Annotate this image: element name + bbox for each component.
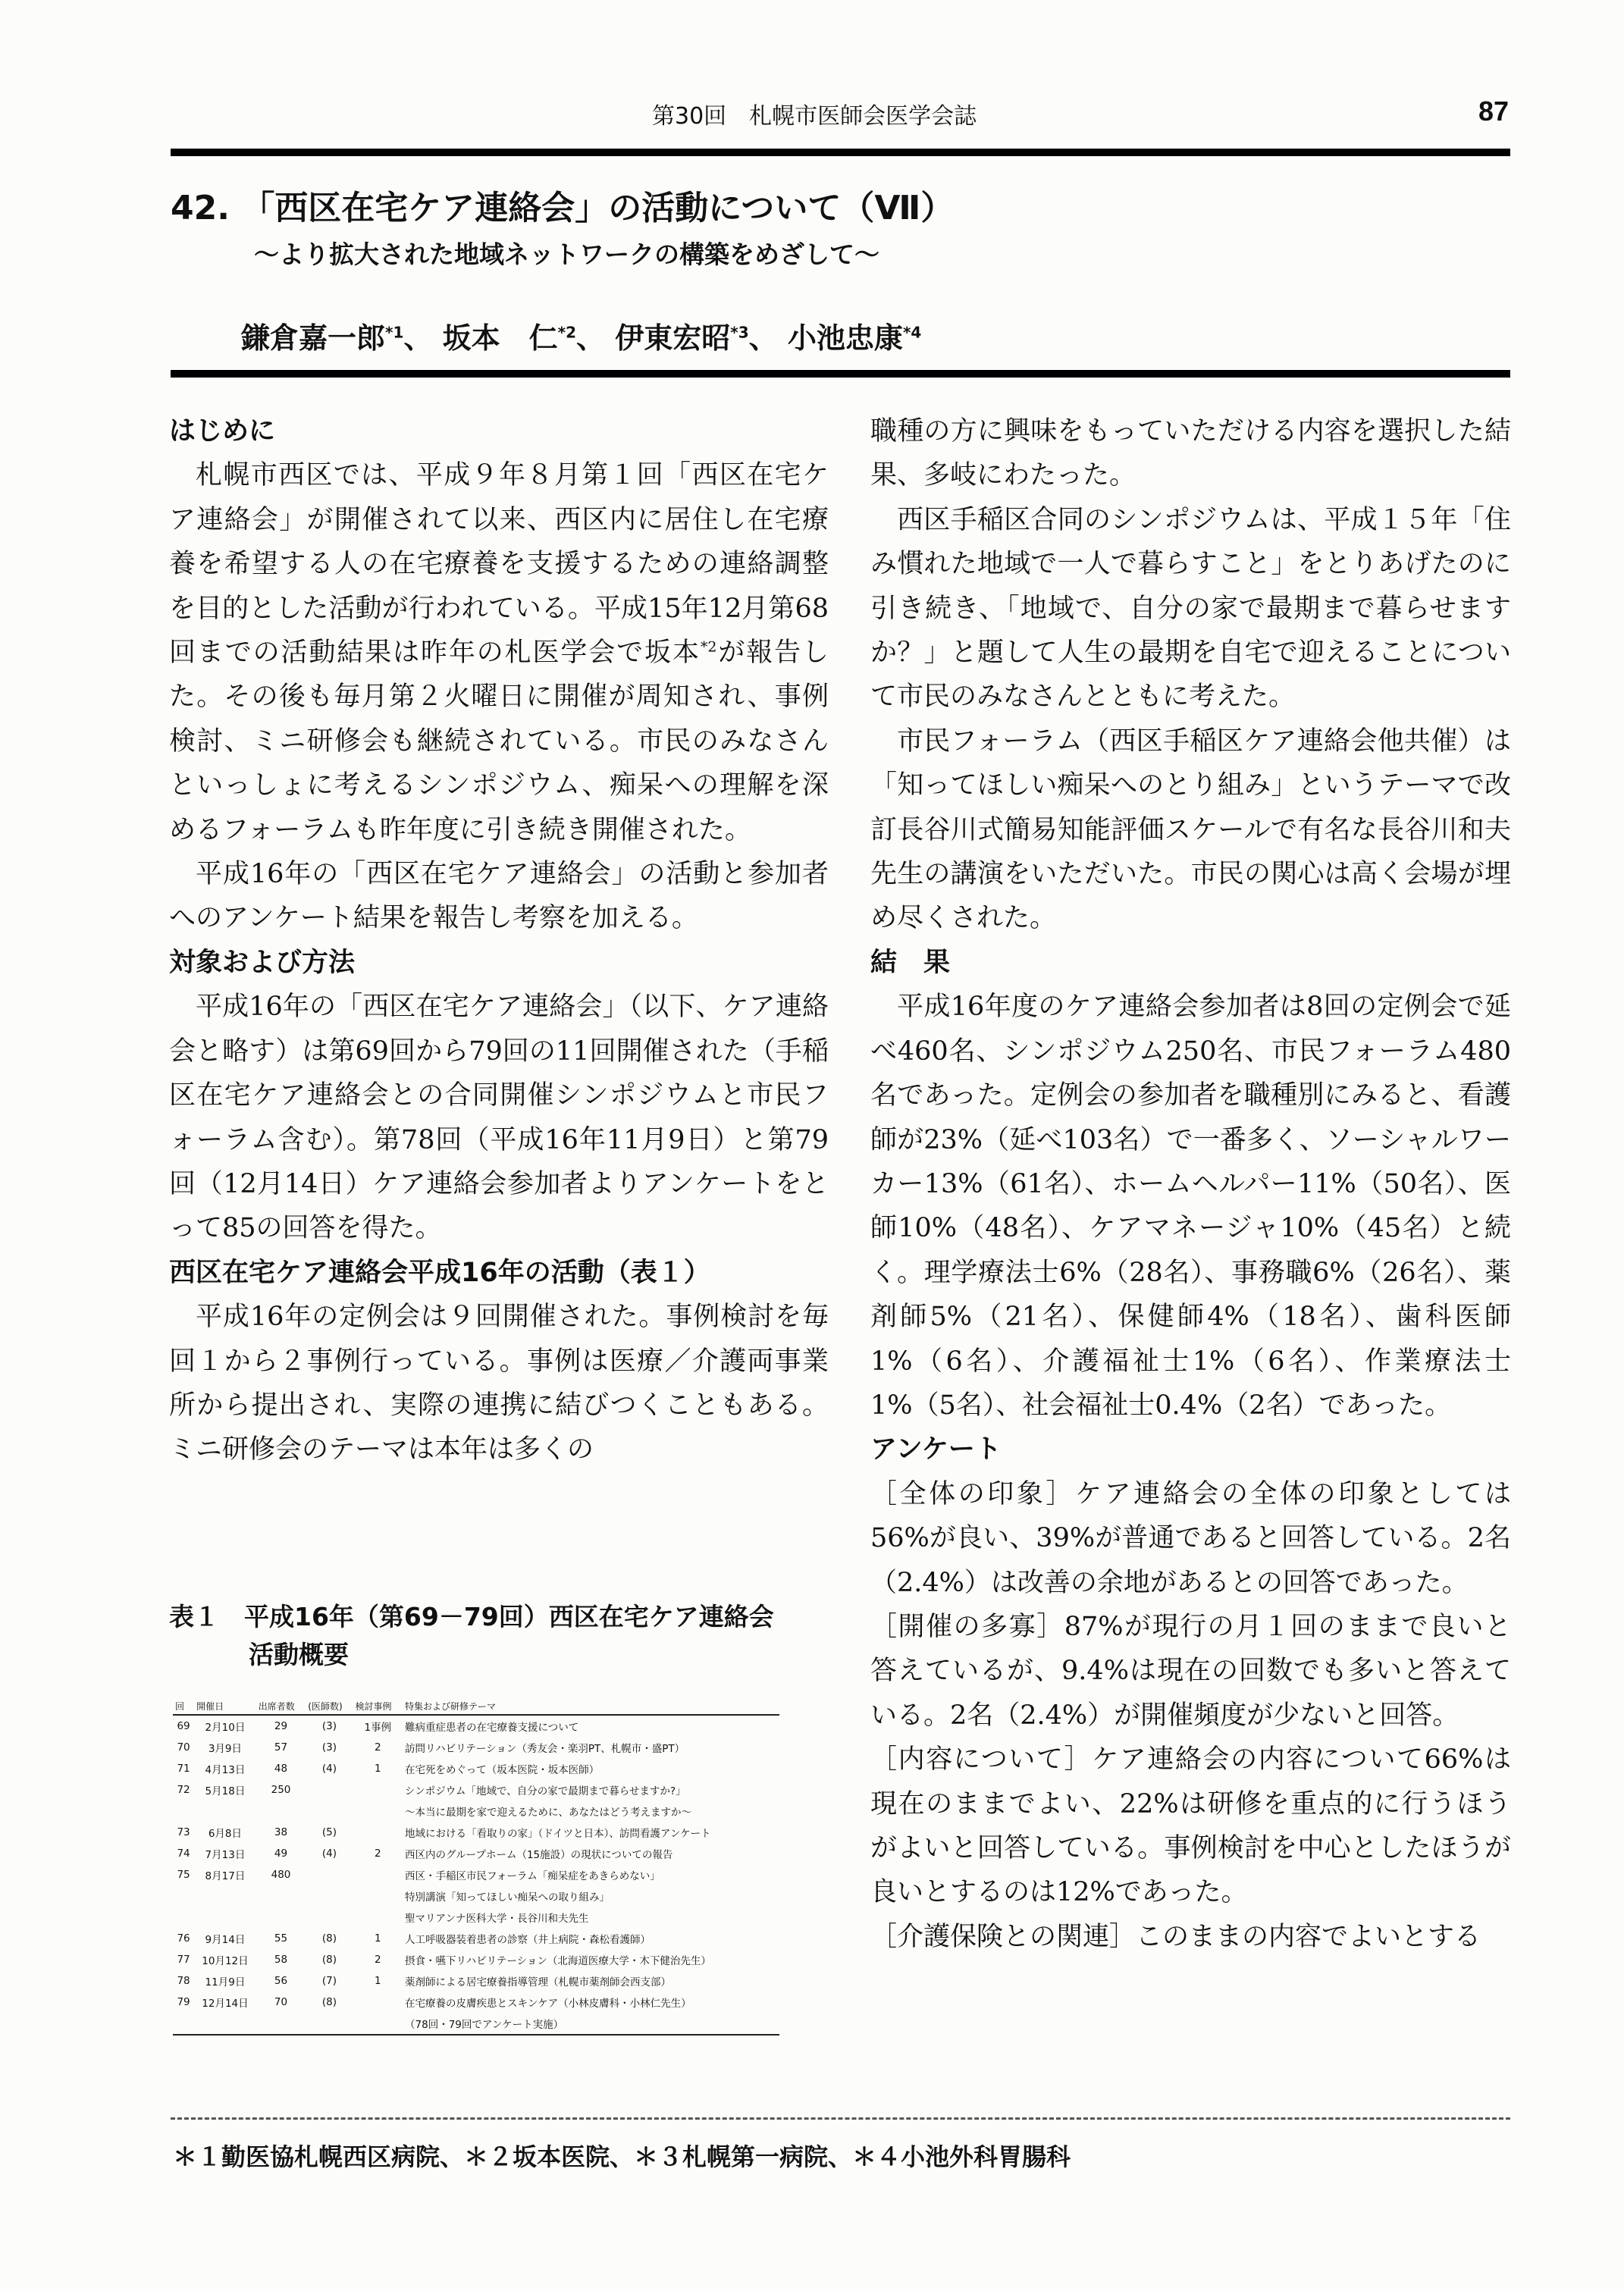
author-separator: 、 <box>403 321 433 355</box>
table-cell-dr <box>306 2013 353 2035</box>
intro-paragraph-1: 札幌市西区では、平成９年８月第１回「西区在宅ケア連絡会」が開催されて以来、西区内に居住し在宅療養を希望する人の在宅療養を支援するための連絡調整を目的とした活動が行われている。平成15年12月第68回までの活動結果は昨年の札医学会で坂本$^{*2}$が報告した。その後も毎月第２火曜日に開催が周知され、事例検討、ミニ研修会も継続されている。市民のみなさんといっしょに考えるシンポジウム、痴呆への理解を深めるフォーラムも昨年度に引き続き開催された。 <box>169 460 829 845</box>
table-cell-dr <box>306 1864 353 1885</box>
table-cell-att: 49 <box>274 1848 288 1860</box>
table-cell-date: 9月14日 <box>205 1934 246 1946</box>
right-column <box>870 409 1511 1959</box>
col-header: 開催日 <box>194 1698 256 1715</box>
table-cell-date: 3月9日 <box>208 1743 243 1755</box>
citation-sup: *2 <box>700 638 717 656</box>
col-header: 回 <box>173 1698 194 1715</box>
table-cell-att: 70 <box>274 1996 288 2008</box>
table-cell-cases <box>353 1864 403 1885</box>
table-cell-dr: (4) <box>321 1848 337 1860</box>
table-cell-dr: (7) <box>321 1975 337 1987</box>
table-cell-cases: 1 <box>374 1932 381 1945</box>
methods-paragraph: 平成16年の「西区在宅ケア連絡会」（以下、ケア連絡会と略す）は第69回から79回の11回開催された（手稲区在宅ケア連絡会との合同開催シンポジウムと市民フォーラム含む）。第78回（平成16年11月9日）と第79回（12月14日）ケア連絡会参加者よりアンケートをとって85の回答を得た。 <box>169 992 829 1244</box>
table-cell-theme: 難病重症患者の在宅療養支援について <box>405 1722 579 1734</box>
table-cell-no: 76 <box>177 1932 190 1945</box>
table-cell-cases: 1事例 <box>364 1722 392 1734</box>
table-cell-att: 480 <box>271 1869 291 1881</box>
survey-content: ［内容について］ケア連絡会の内容について66%は現在のままでよい、22%は研修を重点的に行うほうがよいと回答している。事例検討を中心としたほうが良いとするのは12%であった。 <box>870 1744 1511 1908</box>
table-cell-cases: 2 <box>374 1848 381 1860</box>
table-cell-dr: (8) <box>321 1996 337 2008</box>
author-name: 鎌倉嘉一郎 <box>241 321 386 355</box>
table-cell-theme: 特別講演「知ってほしい痴呆への取り組み」 <box>405 1891 610 1904</box>
table-cell-att: 38 <box>274 1826 288 1838</box>
section-heading-methods: 対象および方法 <box>169 947 356 978</box>
table-cell-theme: シンポジウム「地域で、自分の家で最期まで暮らせますか?」 <box>405 1785 686 1797</box>
table-cell-cases <box>353 1822 403 1843</box>
affiliation-mark: *4 <box>902 323 922 342</box>
table-cell-att: 57 <box>274 1741 288 1754</box>
table-cell-date: 2月10日 <box>205 1722 246 1734</box>
table-cell-date <box>194 2013 256 2035</box>
table-cell-dr: (8) <box>321 1954 337 1966</box>
table-caption-line: 活動概要 <box>249 1640 349 1669</box>
table-cell-theme: 訪問リハビリテーション（秀友会・楽羽PT、札幌市・盛PT） <box>405 1743 685 1755</box>
table-cell-dr: (5) <box>321 1826 337 1838</box>
table-row <box>173 1992 779 2013</box>
table-row <box>173 1907 779 1928</box>
table-cell-date: 10月12日 <box>202 1955 249 1967</box>
table-cell-date <box>194 1907 256 1928</box>
left-column <box>169 409 829 1472</box>
table-cell-cases: 2 <box>374 1954 381 1966</box>
table-caption <box>169 1598 774 1674</box>
table-cell-theme: 人工呼吸器装着患者の診察（井上病院・森松看護師） <box>405 1934 651 1946</box>
table-cell-theme: 地域における「看取りの家」（ドイツと日本）、訪問看護アンケート <box>405 1828 711 1840</box>
intro-paragraph-2: 平成16年の「西区在宅ケア連絡会」の活動と参加者へのアンケート結果を報告し考察を加える。 <box>169 859 829 934</box>
author-list <box>241 315 921 356</box>
table-cell-no: 72 <box>177 1784 190 1796</box>
author-separator: 、 <box>748 321 778 355</box>
symposium-paragraph: 西区手稲区合同のシンポジウムは、平成１５年「住み慣れた地域で一人で暮らすこと」をとりあげたのに引き続き、「地域で、自分の家で最期まで暮らせますか？」と題して人生の最期を自宅で迎えることについて市民のみなさんとともに考えた。 <box>870 504 1511 713</box>
section-heading-intro: はじめに <box>169 416 276 447</box>
table-cell-no <box>173 1801 194 1822</box>
forum-paragraph: 市民フォーラム（西区手稲区ケア連絡会他共催）は「知ってほしい痴呆へのとり組み」というテーマで改訂長谷川式簡易知能評価スケールで有名な長谷川和夫先生の講演をいただいた。市民の関心は高く会場が埋め尽くされた。 <box>870 726 1511 934</box>
table-cell-att: 55 <box>274 1932 288 1945</box>
table-row <box>173 1715 779 1737</box>
table-row <box>173 1737 779 1758</box>
results-paragraph: 平成16年度のケア連絡会参加者は8回の定例会で延べ460名、シンポジウム250名、市民フォーラム480名であった。定例会の参加者を職種別にみると、看護師が23%（延べ103名）で一番多く、ソーシャルワーカー13%（61名）、ホームヘルパー11%（50名）、医師10%（48名）、ケアマネージャ10%（45名）と続く。理学療法士6%（28名）、事務職6%（26名）、薬剤師5%（21名）、保健師4%（18名）、歯科医師1%（6名）、介護福祉士1%（6名）、作業療法士1%（5名）、社会福祉士0.4%（2名）であった。 <box>870 992 1511 1421</box>
table-row <box>173 1864 779 1885</box>
author-name: 小池忠康 <box>787 321 903 355</box>
survey-frequency: ［開催の多寡］87%が現行の月１回のままで良いと答えているが、9.4%は現在の回数でも多いと答えている。2名（2.4%）が開催頻度が少ないと回答。 <box>870 1611 1511 1731</box>
table-cell-att <box>256 1907 306 1928</box>
affiliation-mark: *2 <box>557 323 577 342</box>
author-name: 坂本 仁 <box>442 321 558 355</box>
table-cell-cases <box>353 1992 403 2013</box>
table-cell-date <box>194 1885 256 1907</box>
table-cell-no: 73 <box>177 1826 190 1838</box>
table-cell-dr <box>306 1885 353 1907</box>
section-heading-activity: 西区在宅ケア連絡会平成16年の活動（表１） <box>169 1257 710 1288</box>
article-subtitle: ～より拡大された地域ネットワークの構築をめざして～ <box>254 240 879 269</box>
table-row <box>173 1928 779 1949</box>
table-row <box>173 2013 779 2035</box>
table-row <box>173 1758 779 1779</box>
col-header: 出席者数 <box>256 1698 306 1715</box>
table-row <box>173 1970 779 1992</box>
table-cell-cases: 1 <box>374 1975 381 1987</box>
page-number: 87 <box>1478 96 1510 127</box>
table-cell-no <box>173 1885 194 1907</box>
table-cell-dr: (4) <box>321 1763 337 1775</box>
table-cell-theme: 西区内のグループホーム（15施設）の現状についての報告 <box>405 1849 673 1861</box>
activity-paragraph: 平成16年の定例会は９回開催された。事例検討を毎回１から２事例行っている。事例は医療／介護両事業所から提出され、実際の連携に結びつくこともある。ミニ研修会のテーマは本年は多くの <box>169 1302 829 1465</box>
table-cell-att: 250 <box>271 1784 291 1796</box>
table-cell-att: 48 <box>274 1763 288 1775</box>
table-cell-no: 70 <box>177 1741 190 1754</box>
table-cell-no: 71 <box>177 1763 190 1775</box>
affiliation-mark: *3 <box>730 323 749 342</box>
table-header-row <box>173 1698 779 1715</box>
table-cell-cases: 1 <box>374 1763 381 1775</box>
title-rule <box>171 370 1510 378</box>
table-cell-att: 56 <box>274 1975 288 1987</box>
survey-impression: ［全体の印象］ケア連絡会の全体の印象としては56%が良い、39%が普通であると回答している。2名（2.4%）は改善の余地があるとの回答であった。 <box>870 1478 1511 1598</box>
table-cell-theme: 在宅療養の皮膚疾患とスキンケア（小林皮膚科・小林仁先生） <box>405 1998 691 2010</box>
table-cell-date: 7月13日 <box>205 1849 246 1861</box>
table-cell-cases <box>353 2013 403 2035</box>
table-cell-dr <box>306 1779 353 1801</box>
table-cell-no <box>173 1907 194 1928</box>
table-cell-no: 75 <box>177 1869 190 1881</box>
section-heading-results: 結 果 <box>870 947 951 978</box>
table-cell-att <box>256 1801 306 1822</box>
table-cell-cases <box>353 1779 403 1801</box>
table-cell-cases <box>353 1907 403 1928</box>
table-cell-theme: 摂食・嚥下リハビリテーション（北海道医療大学・木下健治先生） <box>405 1955 711 1967</box>
header-rule <box>171 149 1510 156</box>
col-header: 特集および研修テーマ <box>403 1698 779 1715</box>
article-title: 42. 「西区在宅ケア連絡会」の活動について（Ⅶ） <box>171 189 955 227</box>
table-cell-no <box>173 2013 194 2035</box>
table-row <box>173 1885 779 1907</box>
table-cell-date <box>194 1801 256 1822</box>
col-header: 検討事例 <box>353 1698 403 1715</box>
author-name: 伊東宏昭 <box>615 321 731 355</box>
table-cell-no: 78 <box>177 1975 190 1987</box>
footnote-divider <box>171 2117 1510 2120</box>
table-cell-theme: 西区・手稲区市民フォーラム「痴呆症をあきらめない」 <box>405 1870 660 1882</box>
table-cell-date: 6月8日 <box>208 1828 243 1840</box>
table-cell-no: 69 <box>177 1720 190 1732</box>
table-cell-att <box>256 1885 306 1907</box>
table-cell-theme: ～本当に最期を家で迎えるために、あなたはどう考えますか～ <box>405 1807 692 1819</box>
affiliation-footnote: ＊１勤医協札幌西区病院、＊２坂本医院、＊３札幌第一病院、＊４小池外科胃腸科 <box>173 2142 1071 2171</box>
table-row <box>173 1779 779 1801</box>
table-cell-no: 77 <box>177 1954 190 1966</box>
table-cell-date: 11月9日 <box>205 1976 246 1989</box>
table-cell-theme: 在宅死をめぐって（坂本医院・坂本医師） <box>405 1764 600 1776</box>
table-row <box>173 1801 779 1822</box>
table-row <box>173 1822 779 1843</box>
table-caption-line: 表１ 平成16年（第69－79回）西区在宅ケア連絡会 <box>169 1602 774 1631</box>
activity-table <box>173 1698 779 2036</box>
table-cell-att: 29 <box>274 1720 288 1732</box>
table-cell-att <box>256 2013 306 2035</box>
table-cell-dr: (8) <box>321 1932 337 1945</box>
table-cell-att: 58 <box>274 1954 288 1966</box>
table-cell-no: 79 <box>177 1996 190 2008</box>
table-cell-dr <box>306 1801 353 1822</box>
table-cell-dr <box>306 1907 353 1928</box>
running-head: 第30回 札幌市医師会医学会誌 <box>652 103 977 130</box>
section-heading-survey: アンケート <box>870 1434 1002 1465</box>
table-cell-date: 4月13日 <box>205 1764 246 1776</box>
table-row <box>173 1949 779 1970</box>
author-separator: 、 <box>576 321 606 355</box>
affiliation-mark: *1 <box>385 323 404 342</box>
table-cell-cases: 2 <box>374 1741 381 1754</box>
survey-insurance: ［介護保険との関連］このままの内容でよいとする <box>870 1921 1481 1952</box>
table-cell-date: 5月18日 <box>205 1785 246 1797</box>
table-cell-dr: (3) <box>321 1720 337 1732</box>
continued-paragraph: 職種の方に興味をもっていただける内容を選択した結果、多岐にわたった。 <box>870 416 1511 491</box>
table-cell-cases <box>353 1885 403 1907</box>
table-cell-theme: （78回・79回でアンケート実施） <box>403 2013 779 2035</box>
col-header: (医師数) <box>306 1698 353 1715</box>
table-cell-theme: 薬剤師による居宅療養指導管理（札幌市薬剤師会西支部） <box>405 1976 672 1989</box>
table-cell-no: 74 <box>177 1848 190 1860</box>
table-cell-theme: 聖マリアンナ医科大学・長谷川和夫先生 <box>405 1913 589 1925</box>
table-cell-cases <box>353 1801 403 1822</box>
table-row <box>173 1843 779 1864</box>
table-cell-dr: (3) <box>321 1741 337 1754</box>
table-cell-date: 8月17日 <box>205 1870 246 1882</box>
table-cell-date: 12月14日 <box>202 1998 249 2010</box>
